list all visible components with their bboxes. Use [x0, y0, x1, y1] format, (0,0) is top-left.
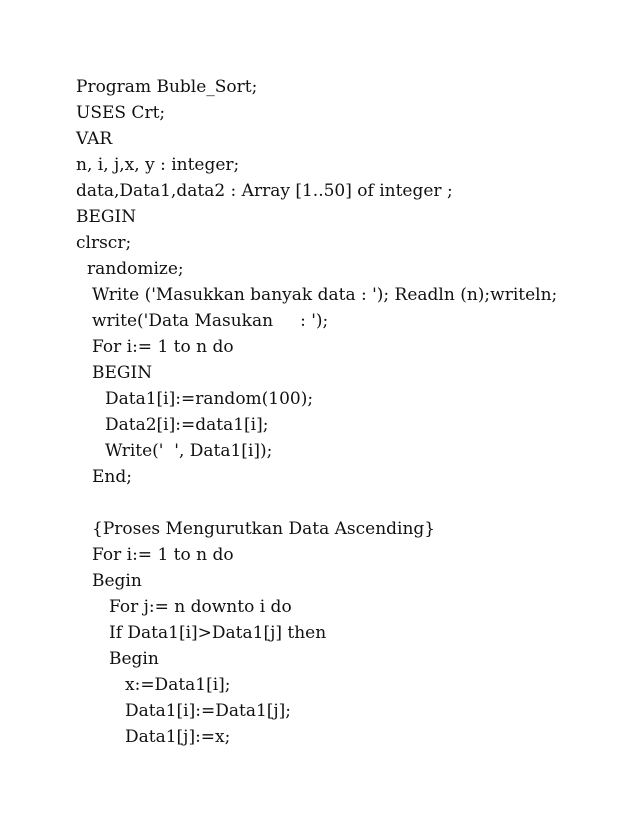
code-line: Data1[i]:=Data1[j]; — [125, 701, 292, 721]
code-line: BEGIN — [76, 207, 137, 227]
code-line: Write(' ', Data1[i]); — [105, 441, 273, 461]
code-line: VAR — [76, 129, 113, 149]
code-line: x:=Data1[i]; — [125, 675, 231, 695]
code-line: BEGIN — [92, 363, 153, 383]
code-line: randomize; — [87, 259, 184, 279]
code-line: End; — [92, 467, 132, 487]
code-line: Data1[j]:=x; — [125, 727, 231, 747]
code-line: data,Data1,data2 : Array [1..50] of integer ; — [76, 181, 453, 201]
code-line: Data2[i]:=data1[i]; — [105, 415, 269, 435]
code-line: clrscr; — [76, 233, 132, 253]
code-comment: {Proses Mengurutkan Data Ascending} — [92, 519, 436, 539]
code-line: n, i, j,x, y : integer; — [76, 155, 240, 175]
code-line: USES Crt; — [76, 103, 166, 123]
code-line: Data1[i]:=random(100); — [105, 389, 314, 409]
code-line: Program Buble_Sort; — [76, 77, 258, 97]
code-line: For i:= 1 to n do — [92, 337, 234, 357]
code-line: write('Data Masukan : '); — [92, 311, 329, 331]
code-line: For j:= n downto i do — [109, 597, 292, 617]
code-line: Begin — [109, 649, 159, 669]
code-line: For i:= 1 to n do — [92, 545, 234, 565]
code-line: If Data1[i]>Data1[j] then — [109, 623, 327, 643]
code-line: Write ('Masukkan banyak data : '); Readln (n);writeln; — [92, 285, 558, 305]
code-line: Begin — [92, 571, 142, 591]
